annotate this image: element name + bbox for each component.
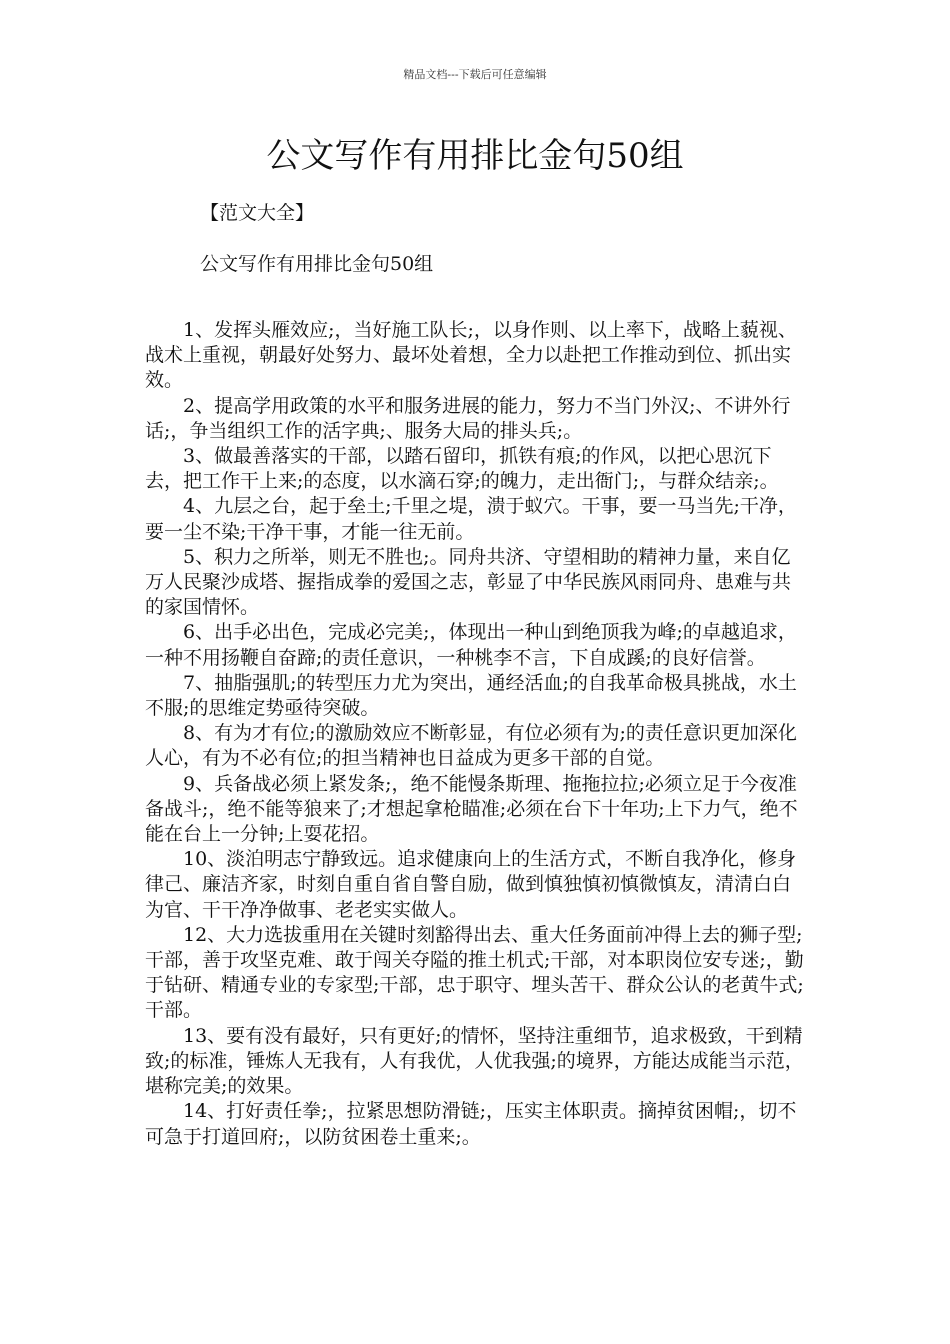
list-item: 3、做最善落实的干部，以踏石留印，抓铁有痕;的作风，以把心思沉下去，把工作干上来;的态度，以水滴石穿;的魄力，走出衙门;，与群众结亲;。 — [145, 445, 779, 493]
document-subtitle: 公文写作有用排比金句50组 — [200, 253, 434, 275]
document-title: 公文写作有用排比金句50组 — [266, 136, 684, 176]
list-item: 14、打好责任拳;，拉紧思想防滑链;，压实主体职责。摘掉贫困帽;，切不可急于打道回府;，以防贫困卷土重来;。 — [145, 1100, 797, 1148]
list-item: 4、九层之台，起于垒土;千里之堤，溃于蚁穴。干事，要一马当先;干净，要一尘不染;干净干事，才能一往无前。 — [145, 495, 797, 543]
page-header: 精品文档---下载后可任意编辑 — [403, 68, 547, 81]
list-item: 7、抽脂强肌;的转型压力尤为突出，通经活血;的自我革命极具挑战，水土不服;的思维定势亟待突破。 — [145, 671, 797, 720]
list-item: 6、出手必出色，完成必完美;，体现出一种山到绝顶我为峰;的卓越追求，一种不用扬鞭自奋蹄;的责任意识，一种桃李不言，下自成蹊;的良好信誉。 — [145, 621, 797, 669]
category-label: 【范文大全】 — [200, 202, 315, 224]
list-item: 2、提高学用政策的水平和服务进展的能力，努力不当门外汉;、不讲外行话;，争当组织工作的活字典;、服务大局的排头兵;。 — [145, 394, 791, 442]
list-item: 9、兵备战必须上紧发条;，绝不能慢条斯理、拖拖拉拉;必须立足于今夜准备战斗;，绝不能等狼来了;才想起拿枪瞄准;必须在台下十年功;上下力气，绝不能在台上一分钟;上耍花招。 — [145, 772, 798, 846]
list-item: 1、发挥头雁效应;，当好施工队长;，以身作则、以上率下，战略上藐视、战术上重视，朝最好处努力、最坏处着想，全力以赴把工作推动到位、抓出实效。 — [145, 319, 797, 392]
list-item: 10、淡泊明志宁静致远。追求健康向上的生活方式，不断自我净化，修身律己、廉洁齐家，时刻自重自省自警自励，做到慎独慎初慎微慎友，清清白白为官、干干净净做事、老老实实做人。 — [145, 848, 797, 921]
list-item: 5、积力之所举，则无不胜也;。同舟共济、守望相助的精神力量，来自亿万人民聚沙成塔、握指成拳的爱国之志，彰显了中华民族风雨同舟、患难与共的家国情怀。 — [145, 545, 792, 619]
list-item: 8、有为才有位;的激励效应不断彰显，有位必须有为;的责任意识更加深化人心，有为不必有位;的担当精神也日益成为更多干部的自觉。 — [145, 722, 797, 770]
document-body — [145, 318, 809, 1150]
list-item: 12、大力选拔重用在关键时刻豁得出去、重大任务面前冲得上去的狮子型;干部，善于攻坚克难、敢于闯关夺隘的推土机式;干部，对本职岗位安专迷;，勤于钻研、精通专业的专家型;干部，忠于职守、埋头苦干、群众公认的老黄牛式;干部。 — [145, 923, 804, 1022]
list-item: 13、要有没有最好，只有更好;的情怀，坚持注重细节，追求极致，干到精致;的标准，锤炼人无我有，人有我优，人优我强;的境界，方能达成能当示范，堪称完美;的效果。 — [145, 1024, 804, 1098]
